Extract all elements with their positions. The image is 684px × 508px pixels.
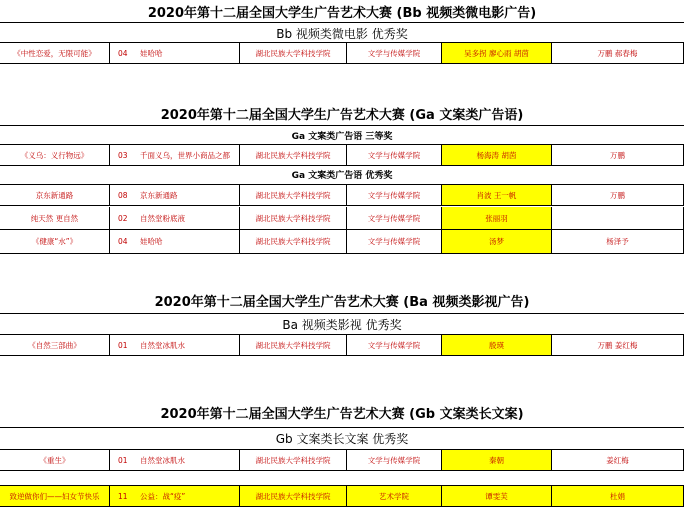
cell-college: 文学与传媒学院 bbox=[347, 335, 442, 355]
cell-college: 文学与传媒学院 bbox=[347, 207, 442, 229]
cell-college: 文学与传媒学院 bbox=[347, 185, 442, 205]
cell-brand: 娃哈哈 bbox=[140, 237, 163, 246]
cell-work: 《重生》 bbox=[0, 450, 110, 470]
cell-work: 《中性恋爱，无限可能》 bbox=[0, 43, 110, 63]
table-row bbox=[0, 144, 684, 166]
cell-code-brand bbox=[110, 450, 240, 470]
cell-code: 02 bbox=[118, 213, 128, 223]
cell-college: 艺术学院 bbox=[347, 486, 442, 506]
cell-teachers: 万鹏 郝春梅 bbox=[552, 43, 684, 63]
cell-work: 《义乌：义行物远》 bbox=[0, 145, 110, 165]
award-header-ga-merit: Ga 文案类广告语 优秀奖 bbox=[291, 171, 393, 181]
award-header-gb: Gb 文案类长文案 优秀奖 bbox=[0, 427, 684, 448]
table-row bbox=[0, 485, 684, 507]
cell-brand: 千面义乌，世界小商品之都 bbox=[140, 150, 230, 160]
cell-teachers: 杨泽予 bbox=[552, 230, 684, 253]
cell-code: 03 bbox=[118, 150, 128, 160]
cell-school: 湖北民族大学科技学院 bbox=[240, 335, 347, 355]
cell-school: 湖北民族大学科技学院 bbox=[240, 230, 347, 253]
cell-teachers: 万鹏 bbox=[552, 145, 684, 165]
table-row bbox=[0, 230, 684, 254]
award-header-ba: Ba 视频类影视 优秀奖 bbox=[0, 313, 684, 334]
cell-college: 文学与传媒学院 bbox=[347, 230, 442, 253]
cell-work: 《自然三部曲》 bbox=[0, 335, 110, 355]
cell-code-brand bbox=[110, 145, 240, 165]
cell-work: 纯天然 更自然 bbox=[0, 207, 110, 229]
cell-authors: 杨海涛 胡茵 bbox=[442, 145, 552, 165]
cell-work: 致逆做你们——妇女节快乐 bbox=[0, 486, 110, 506]
cell-college: 文学与传媒学院 bbox=[347, 43, 442, 63]
cell-work: 京东新通路 bbox=[0, 185, 110, 205]
cell-authors: 谭雯芙 bbox=[442, 486, 552, 506]
cell-authors: 张丽羽 bbox=[442, 207, 552, 229]
cell-school: 湖北民族大学科技学院 bbox=[240, 450, 347, 470]
cell-authors: 汤梦 bbox=[442, 230, 552, 253]
table-row bbox=[0, 334, 684, 356]
cell-teachers bbox=[552, 207, 684, 229]
cell-code: 04 bbox=[118, 48, 128, 58]
cell-school: 湖北民族大学科技学院 bbox=[240, 145, 347, 165]
award-header-bb: Bb 视频类微电影 优秀奖 bbox=[0, 22, 684, 43]
cell-brand: 自然堂冰肌水 bbox=[140, 455, 185, 465]
cell-brand: 京东新通路 bbox=[140, 190, 178, 200]
cell-code-brand bbox=[110, 43, 240, 63]
cell-teachers: 杜娟 bbox=[552, 486, 684, 506]
table-row bbox=[0, 207, 684, 230]
cell-teachers: 姜红梅 bbox=[552, 450, 684, 470]
cell-code: 01 bbox=[118, 455, 128, 465]
table-row bbox=[0, 184, 684, 206]
cell-school: 湖北民族大学科技学院 bbox=[240, 185, 347, 205]
cell-brand: 自然堂粉底液 bbox=[140, 213, 185, 223]
cell-code-brand bbox=[110, 335, 240, 355]
table-row bbox=[0, 42, 684, 64]
cell-code-brand bbox=[110, 207, 240, 229]
cell-teachers: 万鹏 bbox=[552, 185, 684, 205]
cell-college: 文学与传媒学院 bbox=[347, 145, 442, 165]
cell-authors: 殷瑛 bbox=[442, 335, 552, 355]
cell-code-brand bbox=[110, 230, 240, 253]
cell-authors: 吴多拐 廖心雨 胡茵 bbox=[442, 43, 552, 63]
cell-school: 湖北民族大学科技学院 bbox=[240, 486, 347, 506]
table-row bbox=[0, 449, 684, 471]
section-title-ga: 2020年第十二届全国大学生广告艺术大赛 (Ga 文案类广告语) bbox=[160, 107, 524, 123]
cell-brand: 自然堂冰肌水 bbox=[140, 340, 185, 350]
section-title-ba: 2020年第十二届全国大学生广告艺术大赛 (Ba 视频类影视广告) bbox=[154, 294, 530, 310]
cell-code-brand bbox=[110, 185, 240, 205]
section-title-gb: 2020年第十二届全国大学生广告艺术大赛 (Gb 文案类长文案) bbox=[160, 406, 524, 422]
cell-work: 《健康“水”》 bbox=[0, 230, 110, 253]
cell-school: 湖北民族大学科技学院 bbox=[240, 43, 347, 63]
cell-school: 湖北民族大学科技学院 bbox=[240, 207, 347, 229]
cell-authors: 秦朝 bbox=[442, 450, 552, 470]
cell-authors: 肖波 王一帆 bbox=[442, 185, 552, 205]
award-header-ga-third: Ga 文案类广告语 三等奖 bbox=[0, 125, 684, 145]
cell-code: 08 bbox=[118, 190, 128, 200]
cell-code: 04 bbox=[118, 237, 128, 246]
cell-college: 文学与传媒学院 bbox=[347, 450, 442, 470]
cell-brand: 娃哈哈 bbox=[140, 48, 163, 58]
cell-code-brand bbox=[110, 486, 240, 506]
cell-code: 01 bbox=[118, 340, 128, 350]
cell-code: 11 bbox=[118, 491, 128, 501]
section-title-bb: 2020年第十二届全国大学生广告艺术大赛 (Bb 视频类微电影广告) bbox=[147, 5, 537, 21]
cell-brand: 公益：战“疫” bbox=[140, 491, 186, 501]
cell-teachers: 万鹏 姜红梅 bbox=[552, 335, 684, 355]
